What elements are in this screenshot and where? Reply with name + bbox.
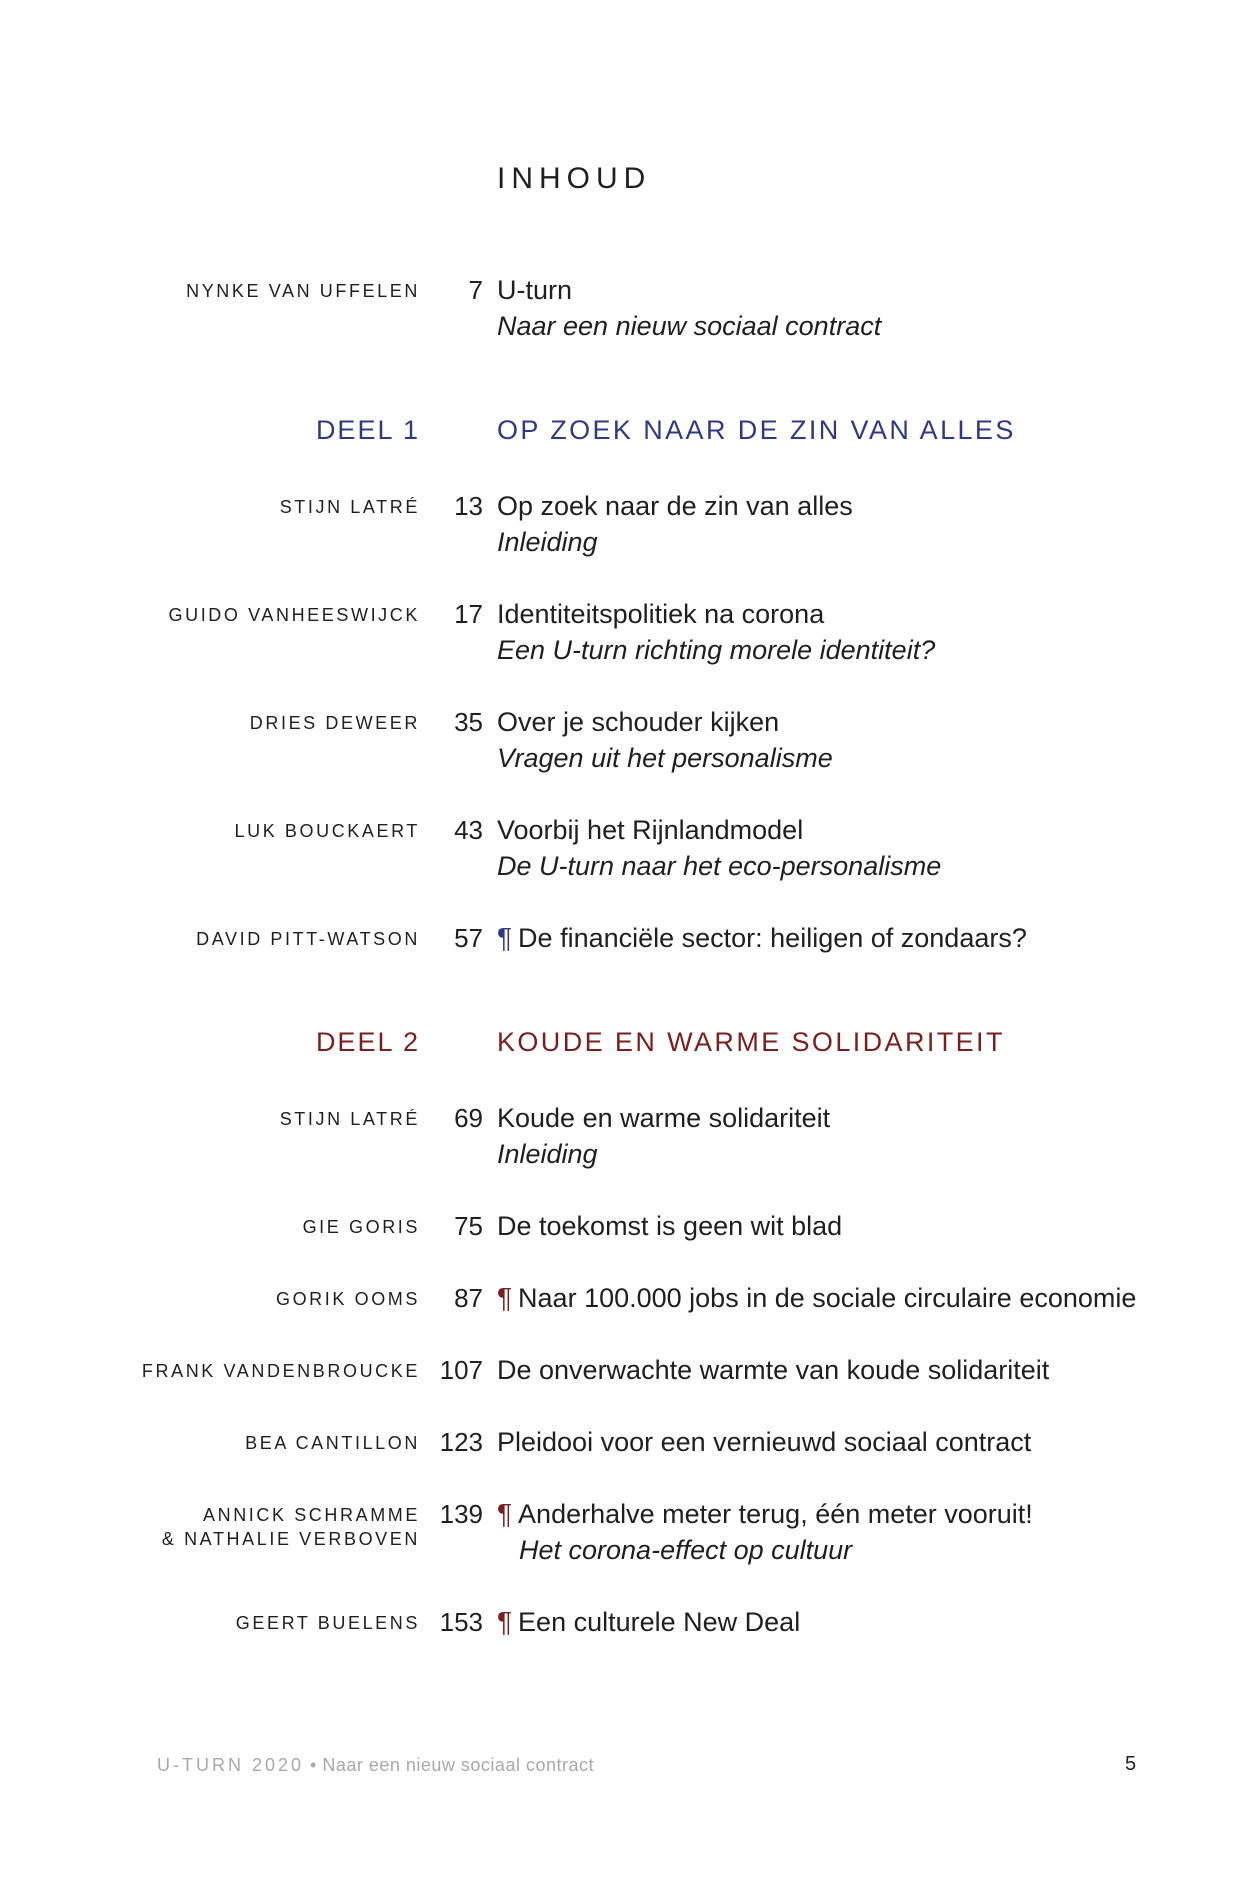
toc-entry[interactable]	[0, 1424, 1260, 1496]
entry-title: Op zoek naar de zin van alles	[497, 491, 853, 521]
entry-author: GORIK OOMS	[275, 1289, 420, 1309]
entry-page: 13	[454, 491, 483, 521]
entry-title: De toekomst is geen wit blad	[497, 1211, 843, 1241]
entry-title	[497, 1280, 1217, 1316]
pilcrow-icon: ¶	[497, 1282, 513, 1313]
part-2-header	[0, 1024, 1260, 1096]
pilcrow-icon: ¶	[497, 1606, 513, 1637]
entry-page: 17	[454, 599, 483, 629]
entry-subtitle: De U-turn naar het eco-personalisme	[497, 851, 942, 881]
entry-subtitle: Inleiding	[497, 1139, 598, 1169]
toc-entry[interactable]	[0, 812, 1260, 884]
entry-title: Pleidooi voor een vernieuwd sociaal contract	[497, 1427, 1032, 1457]
footer-subtitle: Naar een nieuw sociaal contract	[322, 1755, 594, 1775]
entry-page: 35	[454, 707, 483, 737]
entry-page: 7	[468, 275, 483, 305]
entry-title	[497, 920, 1217, 956]
entry-page: 43	[454, 815, 483, 845]
entry-title-text: Een culturele New Deal	[518, 1607, 801, 1637]
entry-title: Over je schouder kijken	[497, 707, 780, 737]
entry-page: 153	[439, 1607, 483, 1637]
entry-title: Identiteitspolitiek na corona	[497, 599, 825, 629]
part-title: KOUDE EN WARME SOLIDARITEIT	[497, 1027, 1005, 1057]
footer-series: U-TURN 2020	[157, 1755, 305, 1775]
part-label: DEEL 1	[315, 415, 420, 445]
entry-author: LUK BOUCKAERT	[234, 821, 420, 841]
toc-entry[interactable]	[0, 488, 1260, 560]
entry-title: U-turn	[497, 275, 573, 305]
entry-title: De onverwachte warmte van koude solidariteit	[497, 1355, 1050, 1385]
toc-entry[interactable]	[0, 1280, 1260, 1352]
toc-entry[interactable]	[0, 920, 1260, 992]
entry-author: GEERT BUELENS	[235, 1613, 420, 1633]
entry-subtitle: Naar een nieuw sociaal contract	[497, 311, 882, 341]
entry-page: 69	[454, 1103, 483, 1133]
entry-title-text: Anderhalve meter terug, één meter vooruit!	[518, 1499, 1033, 1529]
entry-page: 123	[439, 1427, 483, 1457]
entry-subtitle: Vragen uit het personalisme	[497, 743, 833, 773]
entry-title	[497, 1496, 1217, 1532]
entry-author: DRIES DEWEER	[249, 713, 420, 733]
entry-page: 75	[454, 1211, 483, 1241]
entry-author: GIE GORIS	[302, 1217, 420, 1237]
entry-title: Voorbij het Rijnlandmodel	[497, 815, 804, 845]
entry-author: STIJN LATRÉ	[279, 1109, 420, 1129]
entry-author: FRANK VANDENBROUCKE	[141, 1361, 420, 1381]
toc-entry[interactable]	[0, 704, 1260, 776]
toc-entry[interactable]	[0, 1604, 1260, 1676]
toc-entry-intro[interactable]	[0, 272, 1260, 344]
pilcrow-icon: ¶	[497, 922, 513, 953]
page-number: 5	[1125, 1753, 1137, 1775]
running-footer	[157, 1755, 594, 1776]
entry-page: 139	[439, 1499, 483, 1529]
entry-author: NYNKE VAN UFFELEN	[186, 281, 420, 301]
part-1-header	[0, 412, 1260, 484]
toc-entry[interactable]	[0, 596, 1260, 668]
entry-subtitle: Het corona-effect op cultuur	[519, 1535, 853, 1565]
footer-separator: •	[310, 1755, 317, 1775]
toc-entry[interactable]	[0, 1100, 1260, 1172]
entry-author: DAVID PITT-WATSON	[196, 929, 420, 949]
toc-entry[interactable]	[0, 1208, 1260, 1280]
entry-subtitle: Een U-turn richting morele identiteit?	[497, 635, 936, 665]
part-label: DEEL 2	[315, 1027, 420, 1057]
part-title: OP ZOEK NAAR DE ZIN VAN ALLES	[497, 415, 1016, 445]
entry-author: GUIDO VANHEESWIJCK	[168, 605, 420, 625]
entry-author-group	[90, 1503, 420, 1551]
entry-author: STIJN LATRÉ	[279, 497, 420, 517]
entry-title-text: Naar 100.000 jobs in de sociale circulaire economie	[518, 1283, 1137, 1313]
entry-page: 57	[454, 923, 483, 953]
toc-entry[interactable]	[0, 1352, 1260, 1424]
entry-title-text: De financiële sector: heiligen of zondaars?	[518, 923, 1027, 953]
entry-subtitle: Inleiding	[497, 527, 598, 557]
entry-page: 87	[454, 1283, 483, 1313]
pilcrow-icon: ¶	[497, 1498, 513, 1529]
entry-author: BEA CANTILLON	[245, 1433, 420, 1453]
entry-title	[497, 1604, 1217, 1640]
toc-heading: INHOUD	[497, 162, 652, 195]
entry-title: Koude en warme solidariteit	[497, 1103, 831, 1133]
entry-author: ANNICK SCHRAMME	[202, 1505, 420, 1525]
entry-page: 107	[439, 1355, 483, 1385]
entry-author-2: & NATHALIE VERBOVEN	[161, 1529, 420, 1549]
toc-entry[interactable]	[0, 1496, 1260, 1568]
